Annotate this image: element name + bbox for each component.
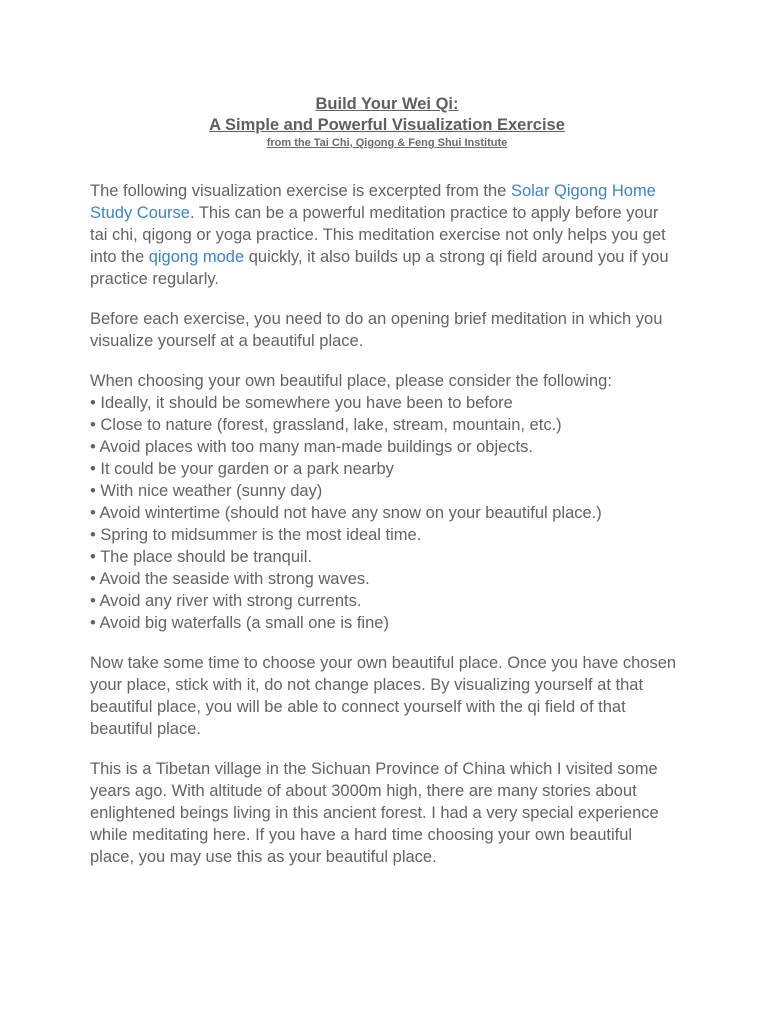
list-item: • It could be your garden or a park nearby [90, 460, 394, 478]
intro-text-1: The following visualization exercise is excerpted from the [90, 182, 511, 200]
title-line-2: A Simple and Powerful Visualization Exercise [209, 116, 565, 134]
list-item: • Avoid wintertime (should not have any snow on your beautiful place.) [90, 504, 602, 522]
document-header [94, 94, 680, 151]
choosing-section [90, 370, 680, 634]
list-item: • Close to nature (forest, grassland, lake, stream, mountain, etc.) [90, 416, 562, 434]
tibetan-village-paragraph: This is a Tibetan village in the Sichuan Province of China which I visited some years ago. With altitude of about 3000m high, there are many stories about enlightened beings living in this ancient forest. I had a very special experience while meditating here. If you have a hard time choosing your own beautiful place, you may use this as your beautiful place. [90, 760, 659, 866]
list-item: • Avoid places with too many man-made buildings or objects. [90, 438, 533, 456]
list-item: • Spring to midsummer is the most ideal time. [90, 526, 422, 544]
list-item: • Avoid the seaside with strong waves. [90, 570, 370, 588]
intro-paragraph [90, 180, 680, 290]
qigong-mode-link[interactable]: qigong mode [148, 248, 245, 266]
choosing-bullet-list [90, 392, 680, 634]
choose-place-paragraph: Now take some time to choose your own beautiful place. Once you have chosen your place, stick with it, do not change places. By visualizing yourself at that beautiful place, you will be able to connect yourself with the qi field of that beautiful place. [90, 654, 677, 738]
list-item: • The place should be tranquil. [90, 548, 312, 566]
title-line-1: Build Your Wei Qi: [315, 95, 459, 113]
intro-text-3: quickly, it also builds up a strong qi field around you if you practice regularly. [90, 248, 669, 288]
list-item: • With nice weather (sunny day) [90, 482, 323, 500]
solar-qigong-link[interactable]: Solar Qigong Home Study Course [90, 182, 656, 222]
source-line: from the Tai Chi, Qigong & Feng Shui Institute [266, 137, 508, 149]
document-body [90, 180, 680, 868]
choosing-lead: When choosing your own beautiful place, please consider the following: [90, 372, 612, 390]
list-item: • Ideally, it should be somewhere you have been to before [90, 394, 513, 412]
meditation-paragraph: Before each exercise, you need to do an opening brief meditation in which you visualize yourself at a beautiful place. [90, 310, 663, 350]
intro-text-2: . This can be a powerful meditation practice to apply before your tai chi, qigong or yoga practice. This meditation exercise not only helps you get into the [90, 204, 666, 266]
list-item: • Avoid any river with strong currents. [90, 592, 362, 610]
list-item: • Avoid big waterfalls (a small one is fine) [90, 614, 389, 632]
